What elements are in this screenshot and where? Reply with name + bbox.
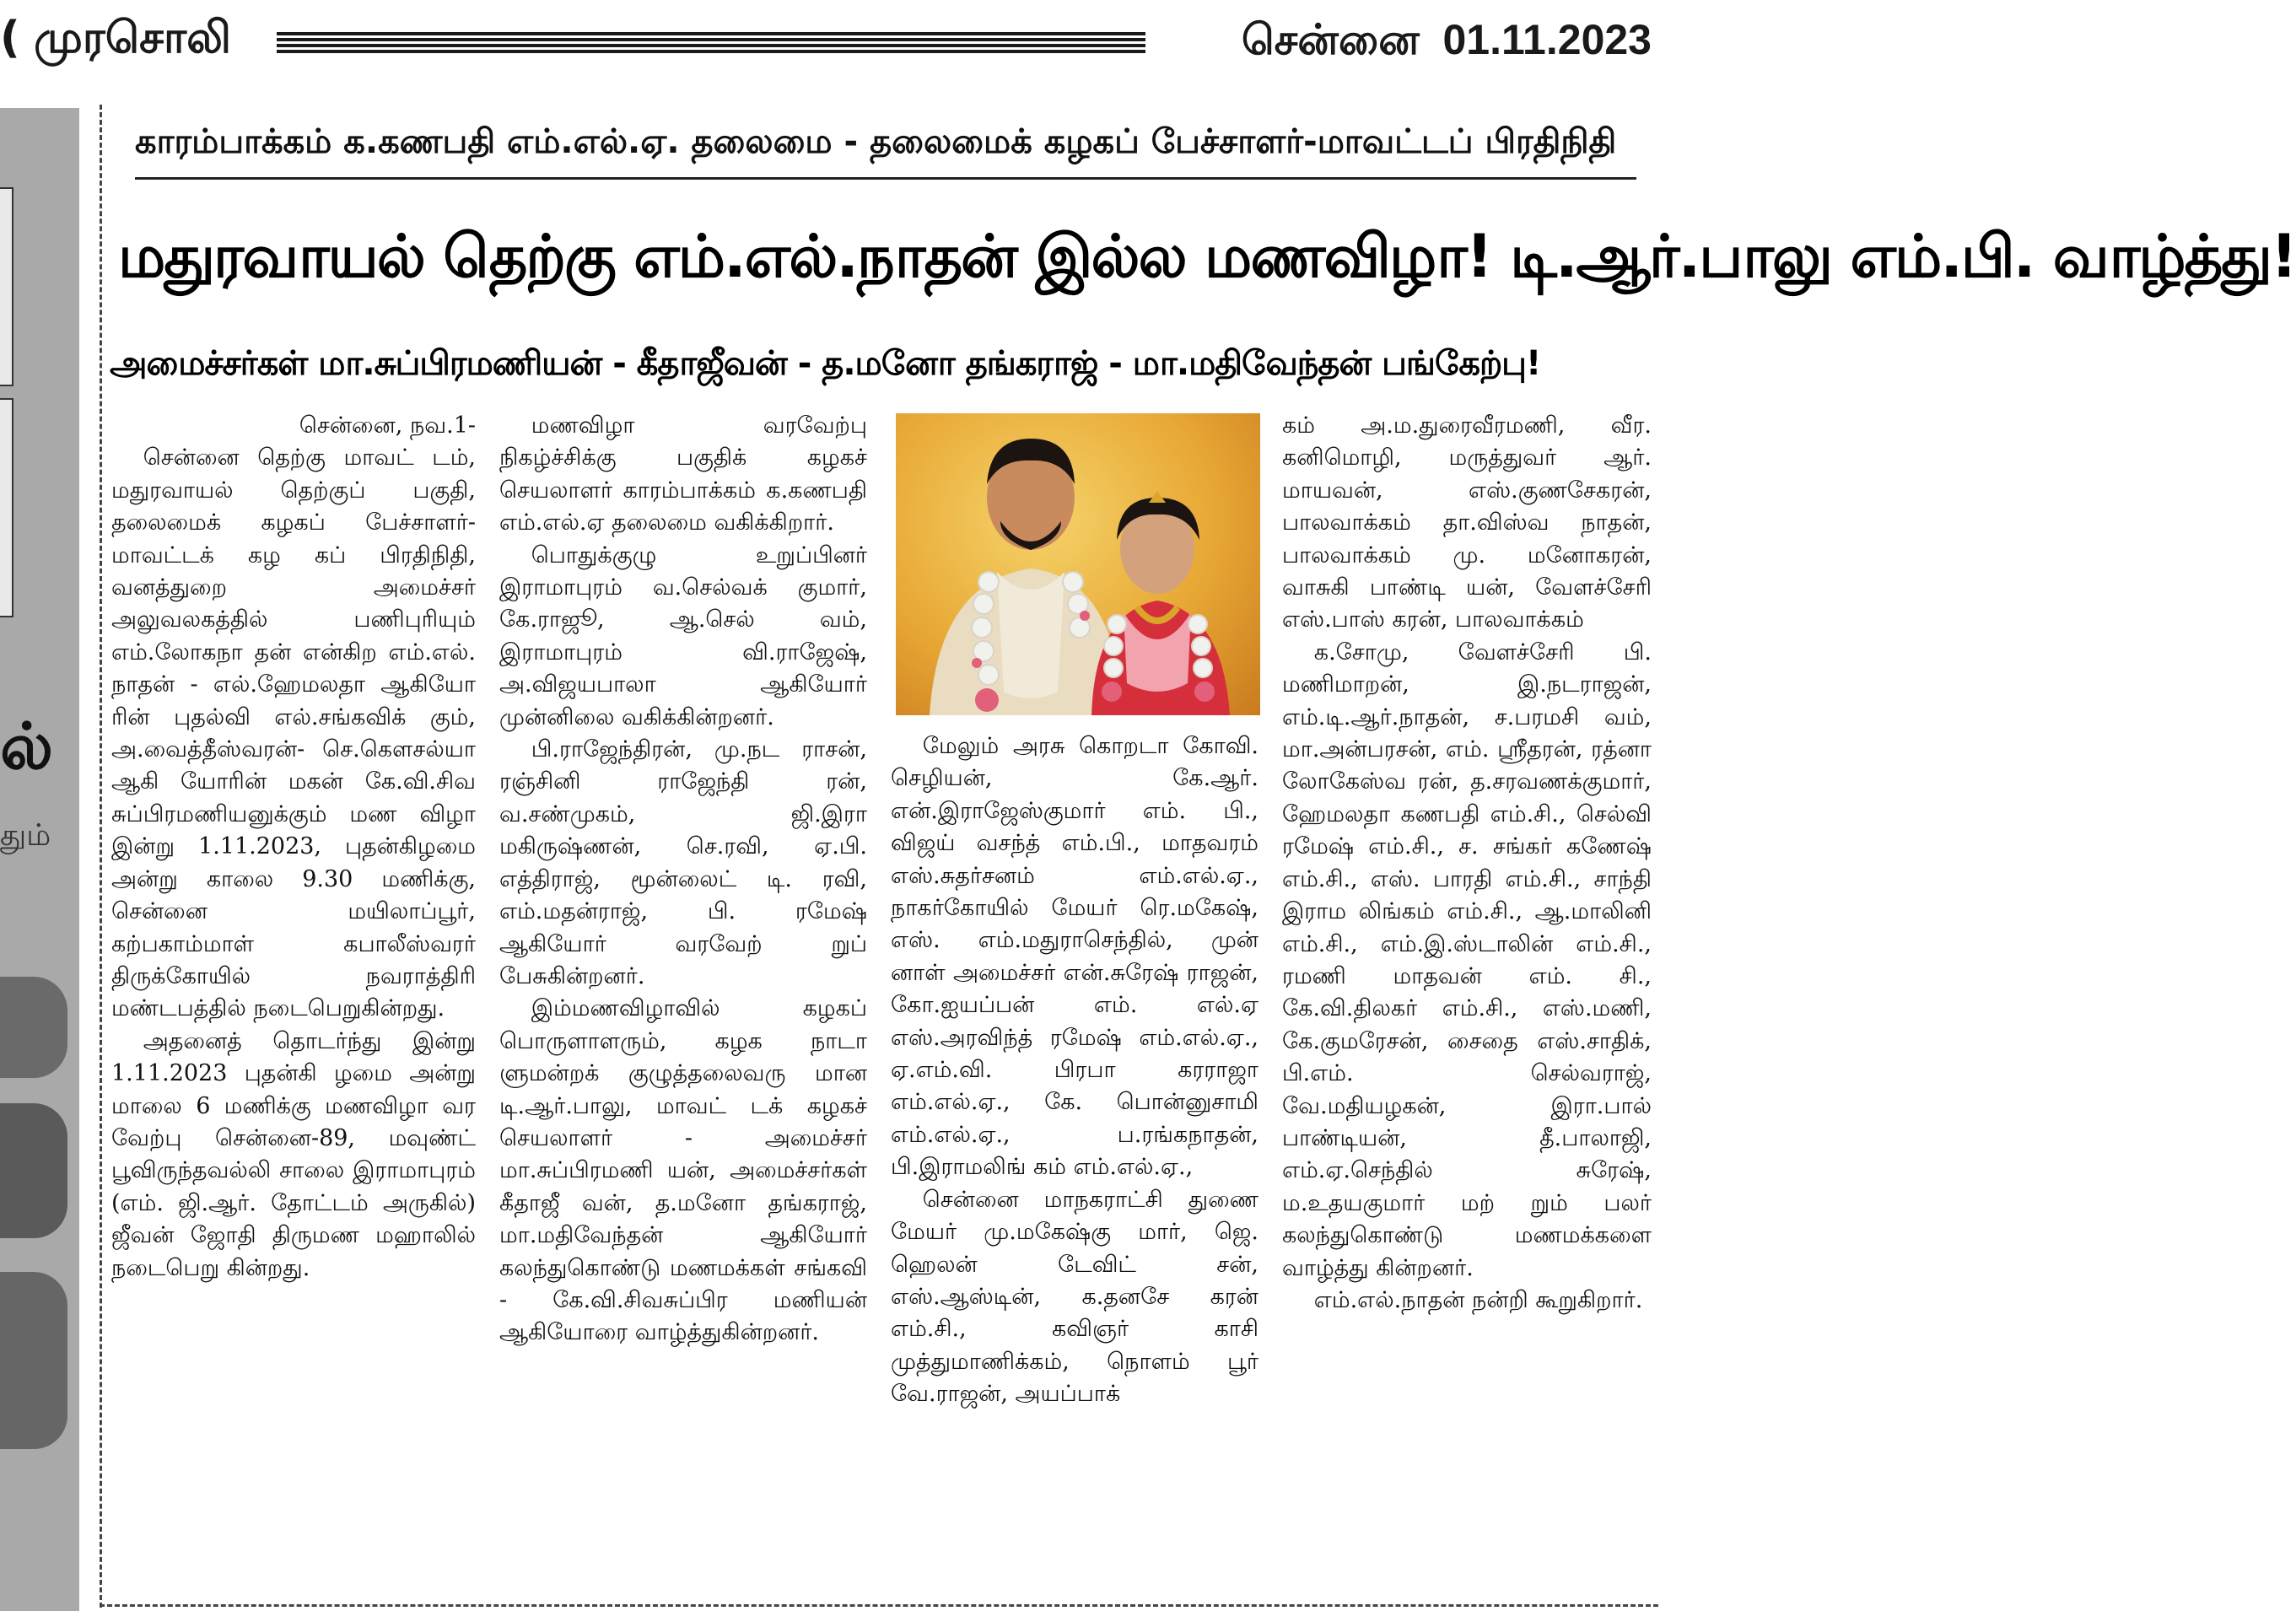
adjacent-photo <box>0 187 13 386</box>
masthead <box>0 0 1658 84</box>
article-paragraph: மணவிழா வரவேற்பு நிகழ்ச்சிக்கு பகுதிக் கழகச் செயலாளர் காரம்பாக்கம் க.கணபதி எம்.எல்.ஏ தலைமை வகிக்கிறார். <box>499 412 867 536</box>
article-border-bottom <box>100 1604 1658 1607</box>
article-dateline: சென்னை, நவ.1- <box>299 412 476 439</box>
couple-photo-illustration <box>896 413 1260 715</box>
article-paragraph: இம்மணவிழாவில் கழகப் பொருளாளரும், கழக நாடா ளுமன்றக் குழுத்தலைவரு மான டி.ஆர்.பாலு, மாவட் டக் கழகச் செயலாளர் - அமைச்சர் மா.சுப்பிரமணி யன், அமைச்சர்கள் கீதாஜீ வன், த.மனோ தங்கராஜ், மா.மதிவேந்தன் ஆகியோர் கலந்துகொண்டு மணமக்கள் சங்கவி - கே.வி.சிவசுப்பிர மணியன் ஆகியோரை வாழ்த்துகின்றனர். <box>499 995 867 1346</box>
adjacent-graphic <box>0 977 67 1078</box>
article-headline: மதுரவாயல் தெற்கு எம்.எல்.நாதன் இல்ல மணவிழா! டி.ஆர்.பாலு எம்.பி. வாழ்த்து! <box>118 222 2296 291</box>
couple-photo <box>896 413 1260 715</box>
adjacent-text-fragment: தும் <box>0 818 51 853</box>
paper-name-text: முரசொலி <box>34 13 232 63</box>
masthead-date: 01.11.2023 <box>1442 16 1652 63</box>
article-border-left <box>100 105 102 1608</box>
masthead-rule <box>277 32 1145 54</box>
adjacent-graphic <box>0 1272 67 1449</box>
paper-name <box>0 8 231 67</box>
article-paragraph: கம் அ.ம.துரைவீரமணி, வீர. கனிமொழி, மருத்துவர் ஆர். மாயவன், எஸ்.குணசேகரன், பாலவாக்கம் தா.விஸ்வ நாதன், பாலவாக்கம் மு. மனோகரன், வாசுகி பாண்டி யன், வேளச்சேரி எஸ்.பாஸ் கரன், பாலவாக்கம் <box>1282 412 1652 633</box>
article-paragraph: சென்னை மாநகராட்சி துணை மேயர் மு.மகேஷ்கு மார், ஜெ. ஹெலன் டேவிட் சன், எஸ்.ஆஸ்டின், க.தனசே கரன் எம்.சி., கவிஞர் காசி முத்துமாணிக்கம், நொளம் பூர் வே.ராஜன், அயப்பாக் <box>891 1186 1258 1408</box>
article-paragraph: க.சோமு, வேளச்சேரி பி. மணிமாறன், இ.நடராஜன், எம்.டி.ஆர்.நாதன், ச.பரமசி வம், மா.அன்பரசன், எம். ஸ்ரீதரன், ரத்னா லோகேஸ்வ ரன், த.சரவணக்குமார், ஹேமலதா கணபதி எம்.சி., செல்வி ரமேஷ் எம்.சி., ச. சங்கர் கணேஷ் எம்.சி., எஸ். பாரதி எம்.சி., சாந்தி இராம லிங்கம் எம்.சி., ஆ.மாலினி எம்.சி., எம்.இ.ஸ்டாலின் எம்.சி., ரமணி மாதவன் எம். சி., கே.வி.திலகர் எம்.சி., எஸ்.மணி, கே.குமரேசன், சைதை எஸ்.சாதிக், பி.எம். செல்வராஜ், வே.மதியழகன், இரா.பால் பாண்டியன், தீ.பாலாஜி, எம்.ஏ.செந்தில் சுரேஷ், ம.உதயகுமார் மற் றும் பலர் கலந்துகொண்டு மணமக்களை வாழ்த்து கின்றனர். <box>1282 638 1652 1281</box>
article-column-4 <box>1282 410 1652 1594</box>
article-paragraph: பி.ராஜேந்திரன், மு.நட ராசன், ரஞ்சினி ராஜேந்தி ரன், வ.சண்முகம், ஜி.இரா மகிருஷ்ணன், செ.ரவி, ஏ.பி. எத்திராஜ், மூன்லைட் டி. ரவி, எம்.மதன்ராஜ், பி. ரமேஷ் ஆகியோர் வரவேற் றுப் பேசுகின்றனர். <box>499 736 867 989</box>
article-paragraph: அதனைத் தொடர்ந்து இன்று 1.11.2023 புதன்கி ழமை அன்று மாலை 6 மணிக்கு மணவிழா வர வேற்பு சென்னை-89, மவுண்ட் பூவிருந்தவல்லி சாலை இராமாபுரம் (எம். ஜி.ஆர். தோட்டம் அருகில்) ஜீவன் ஜோதி திருமண மஹாலில் நடைபெறு கின்றது. <box>111 1027 476 1281</box>
adjacent-heading-fragment: ல் <box>0 709 54 784</box>
adjacent-graphic <box>0 1103 67 1238</box>
kicker-rule <box>135 177 1636 180</box>
article-paragraph: பொதுக்குழு உறுப்பினர் இராமாபுரம் வ.செல்வக் குமார், கே.ராஜூ, ஆ.செல் வம், இராமாபுரம் வி.ராஜேஷ், அ.விஜயபாலா ஆகியோர் முன்னிலை வகிக்கின்றனர். <box>499 541 867 730</box>
article-subheadline: அமைச்சர்கள் மா.சுப்பிரமணியன் - கீதாஜீவன் - த.மனோ தங்கராஜ் - மா.மதிவேந்தன் பங்கேற்பு! <box>110 344 1541 383</box>
masthead-city: சென்னை <box>1241 16 1420 63</box>
article-column-3 <box>891 730 1258 1594</box>
article-paragraph: சென்னை தெற்கு மாவட் டம், மதுரவாயல் தெற்குப் பகுதி, தலைமைக் கழகப் பேச்சாளர்- மாவட்டக் கழ கப் பிரதிநிதி, வனத்துறை அமைச்சர் அலுவலகத்தில் பணிபுரியும் எம்.லோகநா தன் என்கிற எம்.எல். நாதன் - எல்.ஹேமலதா ஆகியோ ரின் புதல்வி எல்.சங்கவிக் கும், அ.வைத்தீஸ்வரன்- செ.கௌசல்யா ஆகி யோரின் மகன் கே.வி.சிவ சுப்பிரமணியனுக்கும் மண விழா இன்று 1.11.2023, புதன்கிழமை அன்று காலை 9.30 மணிக்கு, சென்னை மயிலாப்பூர், கற்பகாம்மாள் கபாலீஸ்வரர் திருக்கோயில் நவராத்திரி மண்டபத்தில் நடைபெறுகின்றது. <box>111 445 476 1022</box>
article-kicker: காரம்பாக்கம் க.கணபதி எம்.எல்.ஏ. தலைமை - தலைமைக் கழகப் பேச்சாளர்-மாவட்டப் பிரதிநிதி <box>135 122 1617 161</box>
article-column-1 <box>111 410 476 1594</box>
article-column-2 <box>499 410 867 1594</box>
article-paragraph: எம்.எல்.நாதன் நன்றி கூறுகிறார். <box>1313 1286 1643 1313</box>
adjacent-photo <box>0 398 13 617</box>
article-paragraph: மேலும் அரசு கொறடா கோவி. செழியன், கே.ஆர். என்.இராஜேஸ்குமார் எம். பி., விஜய் வசந்த் எம்.பி., மாதவரம் எஸ்.சுதர்சனம் எம்.எல்.ஏ., நாகர்கோயில் மேயர் ரெ.மகேஷ், எஸ். எம்.மதுராசெந்தில், முன் னாள் அமைச்சர் என்.சுரேஷ் ராஜன், கோ.ஐயப்பன் எம். எல்.ஏ எஸ்.அரவிந்த் ரமேஷ் எம்.எல்.ஏ., ஏ.எம்.வி. பிரபா கரராஜா எம்.எல்.ஏ., கே. பொன்னுசாமி எம்.எல்.ஏ., ப.ரங்கநாதன், பி.இராமலிங் கம் எம்.எல்.ஏ., <box>891 733 1258 1181</box>
masthead-dateline <box>1242 12 1652 67</box>
logo-glyph: ( <box>0 13 20 63</box>
adjacent-article-strip <box>0 108 79 1611</box>
